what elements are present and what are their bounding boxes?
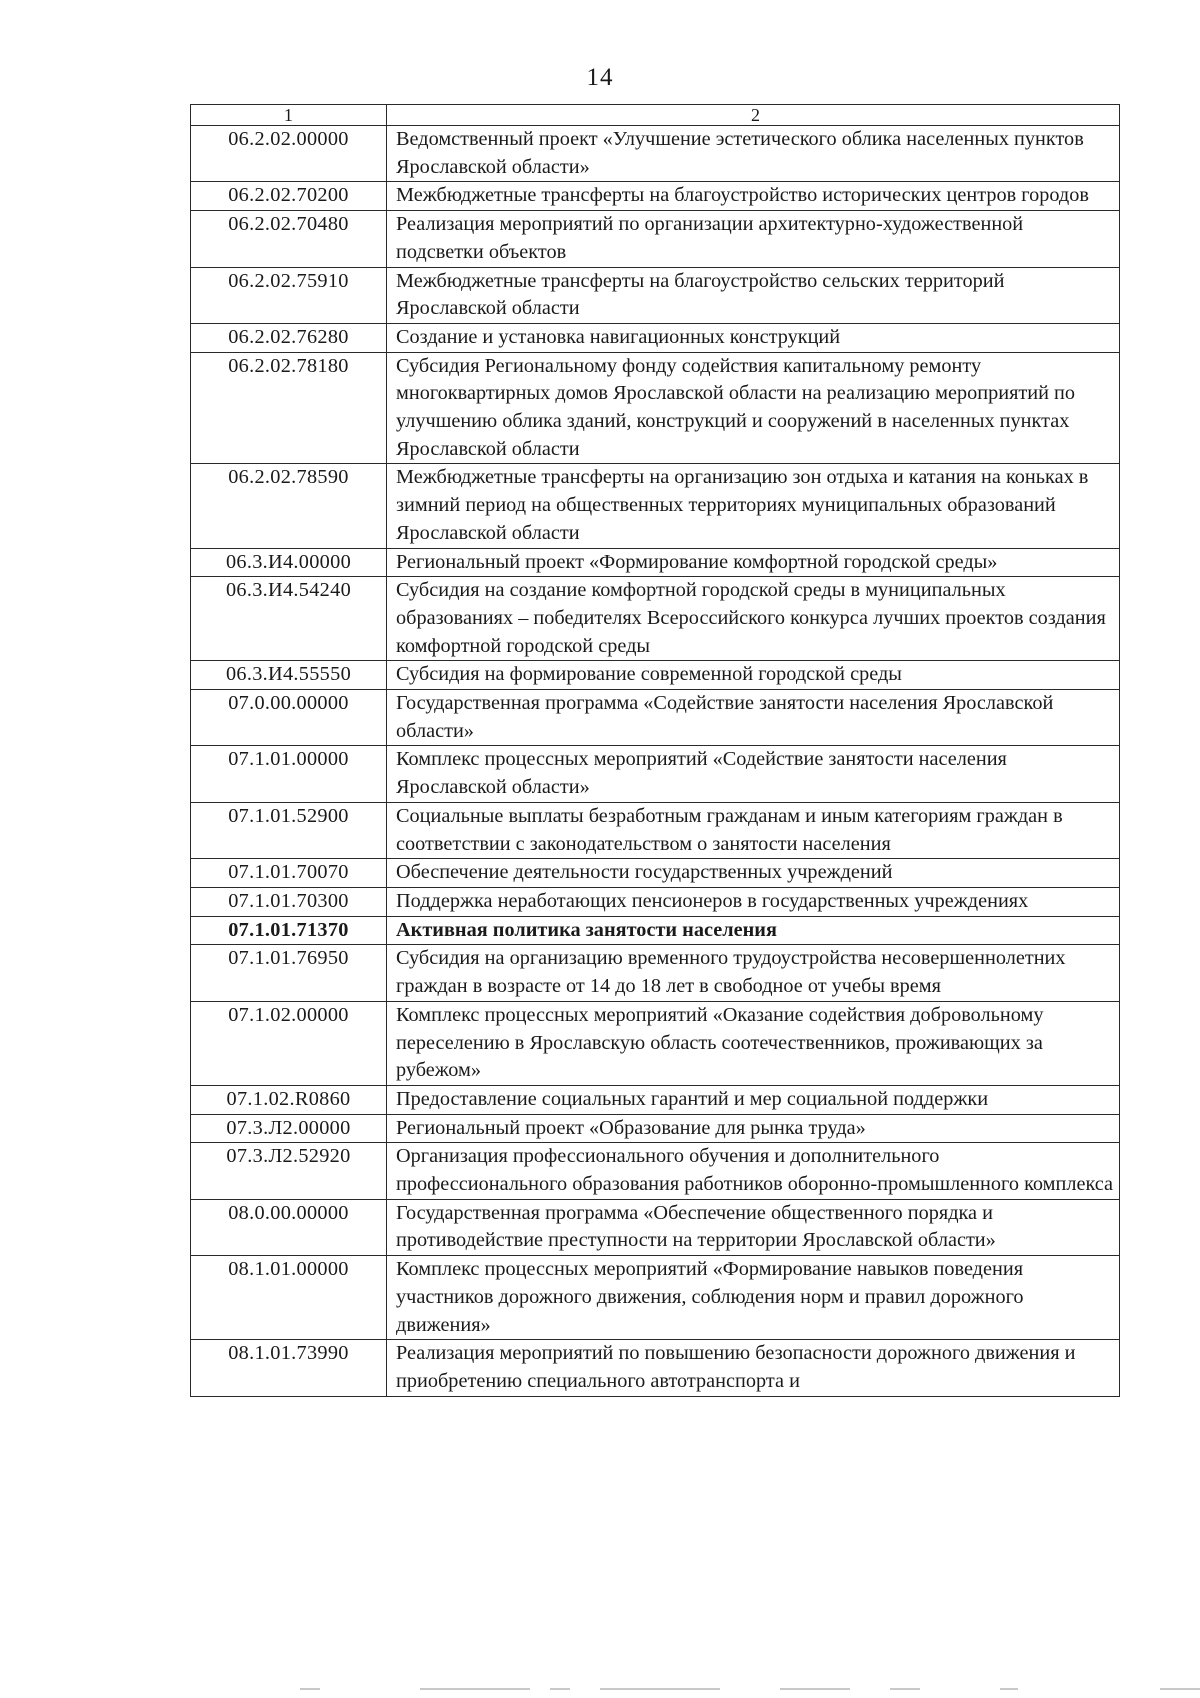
row-code: 07.1.01.70070 (191, 859, 387, 888)
scan-artifacts (0, 1688, 1200, 1692)
table-row (191, 352, 1120, 464)
table-row (191, 464, 1120, 548)
row-code: 06.2.02.00000 (191, 126, 387, 182)
row-description: Организация профессионального обучения и дополнительного профессионального образования работников оборонно-промышленного комплекса (387, 1143, 1120, 1199)
table-row (191, 182, 1120, 211)
row-description: Предоставление социальных гарантий и мер социальной поддержки (387, 1085, 1120, 1114)
row-description: Региональный проект «Образование для рынка труда» (387, 1114, 1120, 1143)
table-body (191, 105, 1120, 1397)
row-description: Активная политика занятости населения (387, 916, 1120, 945)
row-code: 06.2.02.70480 (191, 211, 387, 267)
row-description: Создание и установка навигационных конструкций (387, 323, 1120, 352)
row-description: Комплекс процессных мероприятий «Формирование навыков поведения участников дорожного движения, соблюдения норм и правил дорожного движения» (387, 1256, 1120, 1340)
row-code: 07.1.02.R0860 (191, 1085, 387, 1114)
table-row (191, 802, 1120, 858)
table-row (191, 548, 1120, 577)
budget-classification-table (190, 104, 1120, 1397)
row-description: Субсидия на формирование современной городской среды (387, 661, 1120, 690)
column-header-1: 1 (191, 105, 387, 126)
row-code: 07.3.Л2.52920 (191, 1143, 387, 1199)
row-code: 06.3.И4.55550 (191, 661, 387, 690)
row-description: Региональный проект «Формирование комфортной городской среды» (387, 548, 1120, 577)
row-code: 07.1.01.71370 (191, 916, 387, 945)
table-row (191, 267, 1120, 323)
row-description: Реализация мероприятий по повышению безопасности дорожного движения и приобретению специального автотранспорта и (387, 1340, 1120, 1396)
row-code: 07.1.01.00000 (191, 746, 387, 802)
row-description: Комплекс процессных мероприятий «Оказание содействия добровольному переселению в Ярославскую область соотечественников, проживающих за рубежом» (387, 1001, 1120, 1085)
row-description: Государственная программа «Содействие занятости населения Ярославской области» (387, 690, 1120, 746)
row-code: 06.3.И4.54240 (191, 577, 387, 661)
row-code: 06.2.02.70200 (191, 182, 387, 211)
table-row (191, 1085, 1120, 1114)
table-row (191, 126, 1120, 182)
table-row (191, 746, 1120, 802)
row-description: Межбюджетные трансферты на благоустройство сельских территорий Ярославской области (387, 267, 1120, 323)
row-description: Субсидия на создание комфортной городской среды в муниципальных образованиях – победителях Всероссийского конкурса лучших проектов создания комфортной городской среды (387, 577, 1120, 661)
table-row (191, 1114, 1120, 1143)
row-code: 07.1.01.52900 (191, 802, 387, 858)
table-row (191, 690, 1120, 746)
table-row (191, 1256, 1120, 1340)
table-row (191, 916, 1120, 945)
row-description: Межбюджетные трансферты на организацию зон отдыха и катания на коньках в зимний период на общественных территориях муниципальных образований Ярославской области (387, 464, 1120, 548)
table-row (191, 323, 1120, 352)
table-row (191, 211, 1120, 267)
row-description: Обеспечение деятельности государственных учреждений (387, 859, 1120, 888)
row-description: Субсидия Региональному фонду содействия капитальному ремонту многоквартирных домов Ярославской области на реализацию мероприятий по улучшению облика зданий, конструкций и сооружений в населенных пунктах Ярославской области (387, 352, 1120, 464)
row-description: Государственная программа «Обеспечение общественного порядка и противодействие преступности на территории Ярославской области» (387, 1199, 1120, 1255)
table-row (191, 859, 1120, 888)
row-code: 07.1.01.76950 (191, 945, 387, 1001)
row-description: Реализация мероприятий по организации архитектурно-художественной подсветки объектов (387, 211, 1120, 267)
row-code: 07.3.Л2.00000 (191, 1114, 387, 1143)
table-row (191, 1001, 1120, 1085)
table-row (191, 945, 1120, 1001)
table-row (191, 1199, 1120, 1255)
table-header-row (191, 105, 1120, 126)
column-header-2: 2 (387, 105, 1120, 126)
page-number: 14 (586, 64, 614, 91)
row-description: Комплекс процессных мероприятий «Содействие занятости населения Ярославской области» (387, 746, 1120, 802)
row-description: Социальные выплаты безработным гражданам и иным категориям граждан в соответствии с законодательством о занятости населения (387, 802, 1120, 858)
table-row (191, 661, 1120, 690)
row-description: Межбюджетные трансферты на благоустройство исторических центров городов (387, 182, 1120, 211)
row-description: Ведомственный проект «Улучшение эстетического облика населенных пунктов Ярославской области» (387, 126, 1120, 182)
row-code: 08.1.01.00000 (191, 1256, 387, 1340)
row-code: 08.0.00.00000 (191, 1199, 387, 1255)
row-code: 07.0.00.00000 (191, 690, 387, 746)
table-row (191, 577, 1120, 661)
row-code: 07.1.01.70300 (191, 887, 387, 916)
row-code: 06.2.02.78590 (191, 464, 387, 548)
row-code: 07.1.02.00000 (191, 1001, 387, 1085)
row-code: 06.2.02.76280 (191, 323, 387, 352)
row-code: 08.1.01.73990 (191, 1340, 387, 1396)
table-row (191, 1340, 1120, 1396)
row-code: 06.3.И4.00000 (191, 548, 387, 577)
row-code: 06.2.02.78180 (191, 352, 387, 464)
row-description: Субсидия на организацию временного трудоустройства несовершеннолетних граждан в возрасте от 14 до 18 лет в свободное от учебы время (387, 945, 1120, 1001)
table-row (191, 1143, 1120, 1199)
row-code: 06.2.02.75910 (191, 267, 387, 323)
table-row (191, 887, 1120, 916)
row-description: Поддержка неработающих пенсионеров в государственных учреждениях (387, 887, 1120, 916)
